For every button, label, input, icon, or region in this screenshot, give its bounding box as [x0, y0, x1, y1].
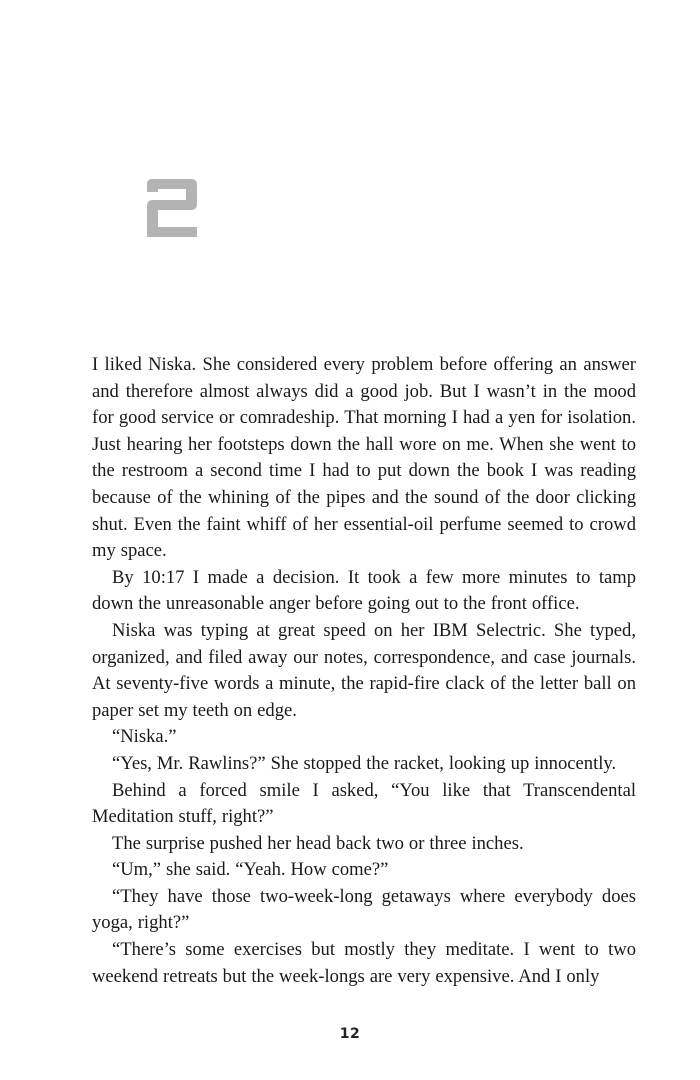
paragraph: “Yes, Mr. Rawlins?” She stopped the racket, looking up innocently. — [112, 752, 617, 774]
paragraph: The surprise pushed her head back two or three inches. — [112, 832, 524, 854]
paragraph: Behind a forced smile I asked, “You like that Transcendental Meditation stuff, right?” — [92, 779, 636, 828]
body-text — [92, 352, 636, 990]
paragraph: “Niska.” — [112, 726, 177, 748]
paragraph: By 10:17 I made a decision. It took a few more minutes to tamp down the unreasonable anger before going out to the front office. — [92, 566, 636, 615]
paragraph: “They have those two-week-long getaways where everybody does yoga, right?” — [92, 885, 636, 934]
paragraph: “Um,” she said. “Yeah. How come?” — [112, 859, 389, 881]
chapter-number-glyph — [144, 178, 200, 238]
chapter-number — [144, 178, 200, 238]
paragraph: Niska was typing at great speed on her IBM Selectric. She typed, organized, and filed away our notes, correspondence, and case journals. At seventy-five words a minute, the rapid-fire clack of the letter ball on paper set my teeth on edge. — [92, 619, 636, 721]
page-number: 12 — [339, 1026, 361, 1042]
paragraph: I liked Niska. She considered every problem before offering an answer and therefore almost always did a good job. But I wasn’t in the mood for good service or comradeship. That morning I had a yen for isolation. Just hearing her footsteps down the hall wore on me. When she went to the restroom a second time I had to put down the book I was reading because of the whining of the pipes and the sound of the door clicking shut. Even the faint whiff of her essential-oil perfume seemed to crowd my space. — [92, 354, 636, 562]
paragraph: “There’s some exercises but mostly they meditate. I went to two weekend retreats but the week-longs are very expensive. And I only — [92, 939, 636, 987]
